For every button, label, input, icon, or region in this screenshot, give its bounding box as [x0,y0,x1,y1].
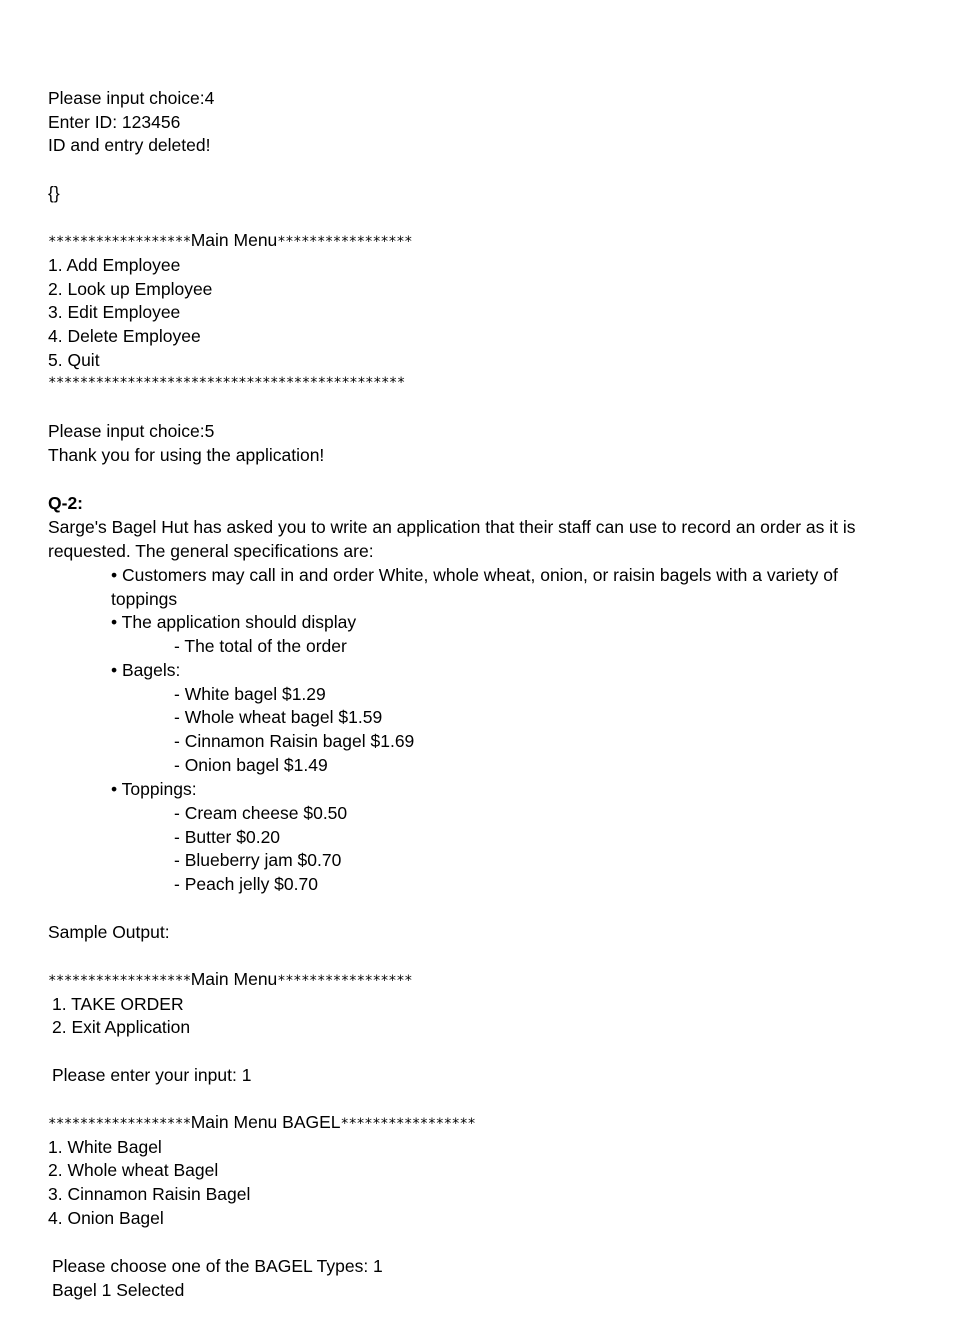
bullet-bagels: • Bagels: [111,660,181,680]
bagel-price-item: - Cinnamon Raisin bagel $1.69 [174,731,415,751]
choice-prompt-line: Please input choice:4 [48,88,215,108]
menu-item: 2. Look up Employee [48,279,213,299]
menu-item: 4. Delete Employee [48,326,201,346]
sample-menu-item: 2. Exit Application [52,1017,191,1037]
question-intro: Sarge's Bagel Hut has asked you to write an application that their staff can use to record an order as it is requested. The general specifications are: [48,517,856,561]
bullet-customers: • Customers may call in and order White, whole wheat, onion, or raisin bagels with a variety of toppings [111,565,838,609]
menu-header-stars-left: ****************** [48,234,191,250]
bagel-menu-item: 1. White Bagel [48,1137,162,1157]
bullet-display: • The application should display [111,612,357,632]
main-menu-header [48,229,412,253]
sample-menu-item: 1. TAKE ORDER [52,994,184,1014]
question-label: Q-2: [48,493,83,513]
menu-header-title: Main Menu [190,969,278,989]
menu-header-stars-right: ***************** [277,973,413,989]
menu-item: 1. Add Employee [48,255,181,275]
thanks-message-line: Thank you for using the application! [48,445,325,465]
menu-header-stars-right: ***************** [277,234,413,250]
menu-item: 5. Quit [48,350,100,370]
sample-output-label: Sample Output: [48,922,170,942]
dict-output-line: {} [48,183,60,203]
menu-header-title: Main Menu [190,230,278,250]
deleted-message-line: ID and entry deleted! [48,135,211,155]
choice-prompt-line: Please input choice:5 [48,421,215,441]
sample-main-menu-header [48,968,412,992]
bagel-price-item: - Whole wheat bagel $1.59 [174,707,383,727]
bullet-toppings: • Toppings: [111,779,197,799]
topping-price-item: - Blueberry jam $0.70 [174,850,342,870]
menu-header-title: Main Menu BAGEL [190,1112,341,1132]
bagel-menu-item: 3. Cinnamon Raisin Bagel [48,1184,251,1204]
sample-input-prompt: Please enter your input: 1 [52,1065,252,1085]
menu-header-stars-right: ***************** [340,1116,476,1132]
enter-id-line: Enter ID: 123456 [48,112,181,132]
menu-header-stars-left: ****************** [48,1116,191,1132]
bagel-menu-item: 2. Whole wheat Bagel [48,1160,219,1180]
bagel-menu-header [48,1111,475,1135]
menu-header-stars-left: ****************** [48,973,191,989]
menu-item: 3. Edit Employee [48,302,181,322]
bagel-price-item: - White bagel $1.29 [174,684,326,704]
topping-price-item: - Butter $0.20 [174,827,281,847]
display-sub-item: - The total of the order [174,636,347,656]
bagel-selected-line: Bagel 1 Selected [52,1280,185,1300]
topping-price-item: - Cream cheese $0.50 [174,803,348,823]
bagel-price-item: - Onion bagel $1.49 [174,755,328,775]
menu-footer-stars: ********************************************* [48,375,405,391]
bagel-menu-item: 4. Onion Bagel [48,1208,164,1228]
bagel-choice-prompt: Please choose one of the BAGEL Types: 1 [52,1256,383,1276]
topping-price-item: - Peach jelly $0.70 [174,874,318,894]
